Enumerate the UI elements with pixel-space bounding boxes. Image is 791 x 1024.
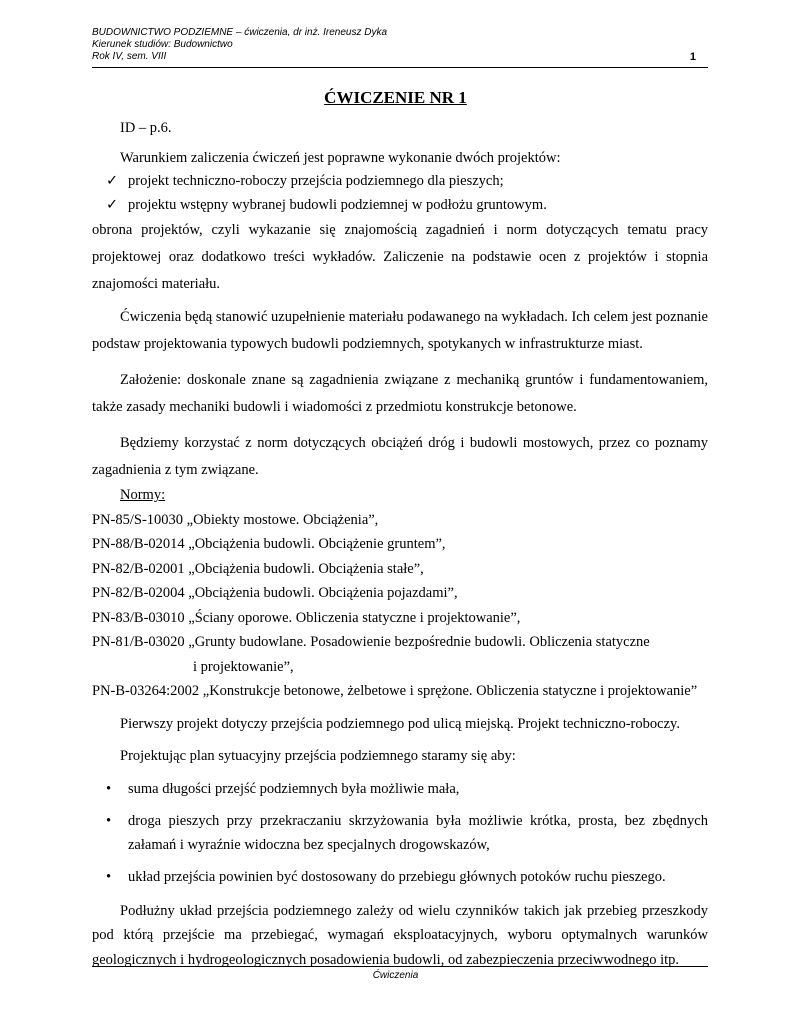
first-project-paragraph: Pierwszy projekt dotyczy przejścia podziemnego pod ulicą miejską. Projekt techniczno-roboczy. [120,715,680,732]
project-item [92,194,708,218]
norm-item: PN-85/S-10030 „Obiekty mostowe. Obciążenia”, [92,511,379,528]
bullet-icon: • [106,813,112,829]
page-footer: Ćwiczenia [372,970,419,981]
project-item-text: projekt techniczno-roboczy przejścia podziemnego dla pieszych; [128,173,504,189]
page-number: 1 [689,51,696,63]
condition-paragraph: Warunkiem zaliczenia ćwiczeń jest poprawne wykonanie dwóch projektów: [120,149,561,166]
standards-paragraph: Będziemy korzystać z norm dotyczących obciążeń dróg i budowli mostowych, przez co poznamy zagadnienia z tym związane. [92,435,708,478]
header-year: Rok IV, sem. VIII [92,51,167,62]
check-icon: ✓ [106,196,119,213]
bullet-item [92,778,708,802]
project-item [92,170,708,194]
longitudinal-paragraph: Podłużny układ przejścia podziemnego zależy od wielu czynników takich jak przebieg przeszkody pod którą przejście ma przebiegać, wymagań eksploatacyjnych, wyboru optymalnych warunków geologicznych i hydrogeologicznych posadowienia budowli, od zabezpieczenia przeciwwodnego itp. [92,902,708,968]
project-item-text: projektu wstępny wybranej budowli podziemnej w podłożu gruntowym. [128,196,547,213]
norm-item: PN-82/B-02004 „Obciążenia budowli. Obciążenia pojazdami”, [92,585,458,601]
norm-item: PN-88/B-02014 „Obciążenia budowli. Obciążenie gruntem”, [92,536,446,552]
bullet-text: układ przejścia powinien być dostosowany do przebiegu głównych potoków ruchu pieszego. [128,869,666,885]
assumption-paragraph: Założenie: doskonale znane są zagadnienia związane z mechaniką gruntów i fundamentowaniem, także zasady mechaniki budowli i wiadomości z przedmiotu konstrukcje betonowe. [92,372,708,415]
bullet-item [92,810,708,857]
defense-paragraph: obrona projektów, czyli wykazanie się znajomością zagadnień i norm dotyczących tematu pracy projektowej oraz dodatkowo treści wykładów. Zaliczenie na podstawie ocen z projektów i stopnia znajomości materiału. [92,222,708,292]
bullet-text: droga pieszych przy przekraczaniu skrzyżowania była możliwie krótka, prosta, bez zbędnych załamań i wyraźnie widoczna bez specjalnych drogowskazów, [128,813,708,853]
page-header [92,27,708,63]
page-title: ĆWICZENIE NR 1 [324,88,467,107]
norm-item: PN-83/B-03010 „Ściany oporowe. Obliczenia statyczne i projektowanie”, [92,609,521,626]
norm-item: PN-B-03264:2002 „Konstrukcje betonowe, żelbetowe i sprężone. Obliczenia statyczne i projektowanie” [92,683,698,699]
header-course: BUDOWNICTWO PODZIEMNE – ćwiczenia, dr inż. Ireneusz Dyka [92,27,388,38]
norm-item: PN-81/B-03020 „Grunty budowlane. Posadowienie bezpośrednie budowli. Obliczenia statyczne [92,634,650,650]
norm-item-continuation: i projektowanie”, [193,658,294,675]
norm-item: PN-82/B-02001 „Obciążenia budowli. Obciążenia stałe”, [92,560,424,577]
bullet-icon: • [106,869,112,885]
document-body [92,117,708,972]
bullet-item [92,866,708,890]
norms-list [92,508,708,704]
bullet-text: suma długości przejść podziemnych była możliwie mała, [128,780,460,797]
supplement-paragraph: Ćwiczenia będą stanowić uzupełnienie materiału podawanego na wykładach. Ich celem jest poznanie podstaw projektowania typowych budowli podziemnych, spotykanych w infrastrukturze miast. [92,309,708,352]
plan-intro-paragraph: Projektując plan sytuacyjny przejścia podziemnego staramy się aby: [120,748,516,764]
check-icon: ✓ [106,173,119,189]
norms-heading: Normy: [120,487,166,503]
header-divider [92,67,708,68]
footer-divider [92,966,708,967]
header-field: Kierunek studiów: Budownictwo [92,39,233,50]
bullet-icon: • [106,780,112,797]
id-line: ID – p.6. [120,120,172,136]
